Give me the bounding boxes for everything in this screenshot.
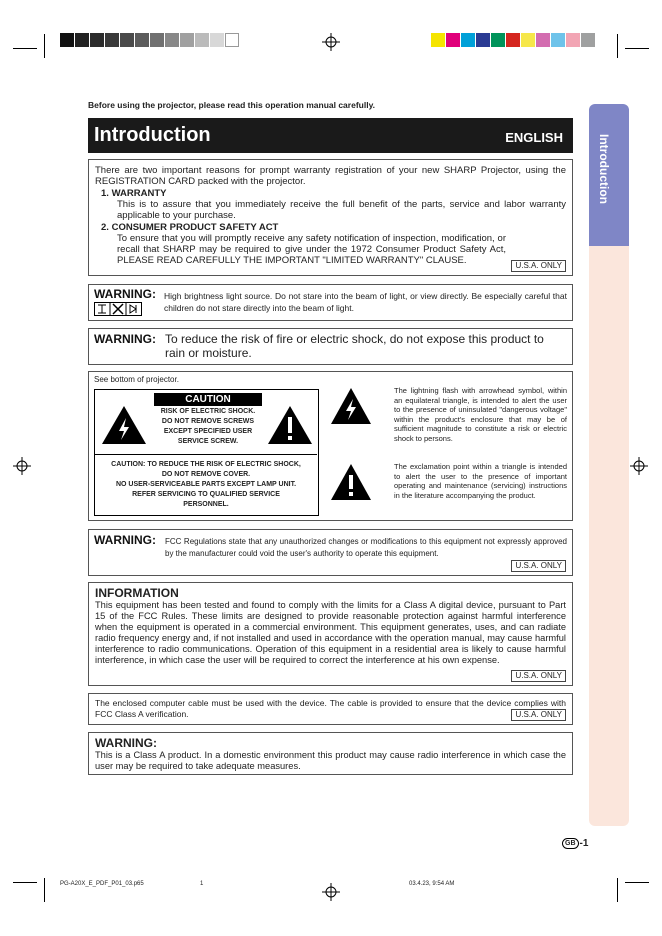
information-text: This equipment has been tested and found to comply with the limits for a Class A digital device, pursuant to Part 15 of the FCC Rules. These limits are designed to provide reasonable protection against harmful interference when the equipment is operated in a commercial environment. This equipment generates, uses, and can radiate radio frequency energy and, if not installed and used in accordance with the operation manual, may cause harmful interference to radio communications. Operation of this equipment in a residential area is likely to cause harmful interference, in which case the user will be required to correct the interference at his own expense. xyxy=(95,600,566,665)
caution-line: RISK OF ELECTRIC SHOCK. xyxy=(160,408,256,415)
list-item xyxy=(95,222,566,266)
lightning-symbol-icon xyxy=(329,386,373,426)
exclamation-description: The exclamation point within a triangle is intended to alert the user to the presence of important operating and maintenance (servicing) instructions in the literature accompanying the product. xyxy=(394,462,567,500)
caution-lower-line: CAUTION: TO REDUCE THE RISK OF ELECTRIC SHOCK, xyxy=(111,461,301,468)
registration-box xyxy=(88,159,573,276)
item-text: This is to assure that you immediately receive the full benefit of the parts, service and labor warranty applicable to your purchase. xyxy=(117,199,566,221)
side-tab-label: Introduction xyxy=(597,134,611,204)
exclamation-symbol-icon xyxy=(329,462,373,502)
warning-light-box xyxy=(88,284,573,321)
page-number xyxy=(562,838,588,849)
caution-lower-line: DO NOT REMOVE COVER. xyxy=(161,471,251,478)
cable-note-text: The enclosed computer cable must be used with the device. The cable is provided to ensure that the device complies with FCC Class A verification. xyxy=(95,698,566,719)
language-label: ENGLISH xyxy=(505,130,563,145)
side-tab-strip xyxy=(589,246,629,826)
color-calibration-bar xyxy=(431,33,596,47)
warning-label: WARNING: xyxy=(95,736,157,750)
registration-intro: There are two important reasons for prompt warranty registration of your new SHARP Projector, using the REGISTRATION CARD packed with the projector. xyxy=(95,165,566,187)
caution-upper xyxy=(95,390,317,455)
warning-label: WARNING: xyxy=(94,533,156,547)
caution-label-panel xyxy=(94,389,319,516)
caution-line: DO NOT REMOVE SCREWS xyxy=(161,418,255,425)
warning-text: FCC Regulations state that any unauthorized changes or modifications to this equipment not expressly approved by the manufacturer could void the user's authority to operate this equipment. xyxy=(165,537,567,558)
caution-section-box xyxy=(88,371,573,521)
footer-file: PG-A20X_E_PDF_P01_03.p65 xyxy=(60,881,144,887)
warning-classa-box xyxy=(88,732,573,775)
cable-note-box xyxy=(88,693,573,725)
caution-line: EXCEPT SPECIFIED USER xyxy=(163,428,253,435)
item-heading: WARRANTY xyxy=(111,188,167,199)
page-number-text: -1 xyxy=(579,838,589,849)
laser-warning-icon xyxy=(94,302,142,316)
lightning-description: The lightning flash with arrowhead symbol, within an equilateral triangle, is intended to alert the user to the presence of uninsulated "dangerous voltage" within the product's enclosure that may be of sufficient magnitude to constitute a risk or electric shock to persons. xyxy=(394,386,567,443)
item-number: 2. xyxy=(101,222,109,233)
caution-lower-line: PERSONNEL. xyxy=(183,501,229,508)
usa-only-badge: U.S.A. ONLY xyxy=(511,670,566,682)
information-heading: INFORMATION xyxy=(95,586,179,600)
caution-center xyxy=(154,393,262,447)
exclamation-icon xyxy=(266,404,314,446)
item-heading: CONSUMER PRODUCT SAFETY ACT xyxy=(111,222,279,233)
see-bottom-note: See bottom of projector. xyxy=(94,375,179,384)
registration-mark-top xyxy=(322,33,340,51)
warning-text: To reduce the risk of fire or electric shock, do not expose this product to rain or moisture. xyxy=(165,332,544,360)
footer-page: 1 xyxy=(200,881,204,887)
caution-lower-line: REFER SERVICING TO QUALIFIED SERVICE xyxy=(132,491,280,498)
warning-text: High brightness light source. Do not stare into the beam of light, or view directly. Be especially careful that children do not stare directly into the beam of light. xyxy=(164,291,567,313)
warning-fcc-box xyxy=(88,529,573,576)
caution-lower-line: NO USER-SERVICEABLE PARTS EXCEPT LAMP UNIT. xyxy=(115,481,297,488)
usa-only-badge: U.S.A. ONLY xyxy=(511,560,566,572)
warning-fire-box xyxy=(88,328,573,365)
list-item xyxy=(95,188,566,221)
registration-mark-right xyxy=(630,457,648,475)
usa-only-badge: U.S.A. ONLY xyxy=(511,709,566,721)
caution-title: CAUTION xyxy=(154,393,262,406)
warning-label: WARNING: xyxy=(94,332,156,346)
page-title: Introduction xyxy=(94,124,211,146)
warning-label: WARNING: xyxy=(94,287,156,301)
item-text: To ensure that you will promptly receive any safety notification of inspection, modification, or recall that SHARP may be required to give under the 1972 Consumer Product Safety Act, PLEASE READ CAREFULLY THE IMPORTANT "LIMITED WARRANTY" CLAUSE. xyxy=(117,233,506,266)
footer-timestamp: 03.4.23, 9:54 AM xyxy=(409,881,455,887)
registration-mark-bottom xyxy=(322,883,340,901)
title-bar xyxy=(88,118,573,153)
information-box xyxy=(88,582,573,686)
caution-lower xyxy=(95,460,317,510)
lightning-icon xyxy=(100,404,148,446)
warning-text: This is a Class A product. In a domestic environment this product may cause radio interference in which case the user may be required to take adequate measures. xyxy=(95,750,566,771)
header-note: Before using the projector, please read this operation manual carefully. xyxy=(88,100,376,110)
registration-mark-left xyxy=(13,457,31,475)
side-tab[interactable] xyxy=(589,104,629,246)
item-number: 1. xyxy=(101,188,109,199)
language-badge: GB xyxy=(562,838,579,849)
usa-only-badge: U.S.A. ONLY xyxy=(511,260,566,272)
grayscale-calibration-bar xyxy=(60,33,239,47)
caution-line: SERVICE SCREW. xyxy=(177,438,239,445)
